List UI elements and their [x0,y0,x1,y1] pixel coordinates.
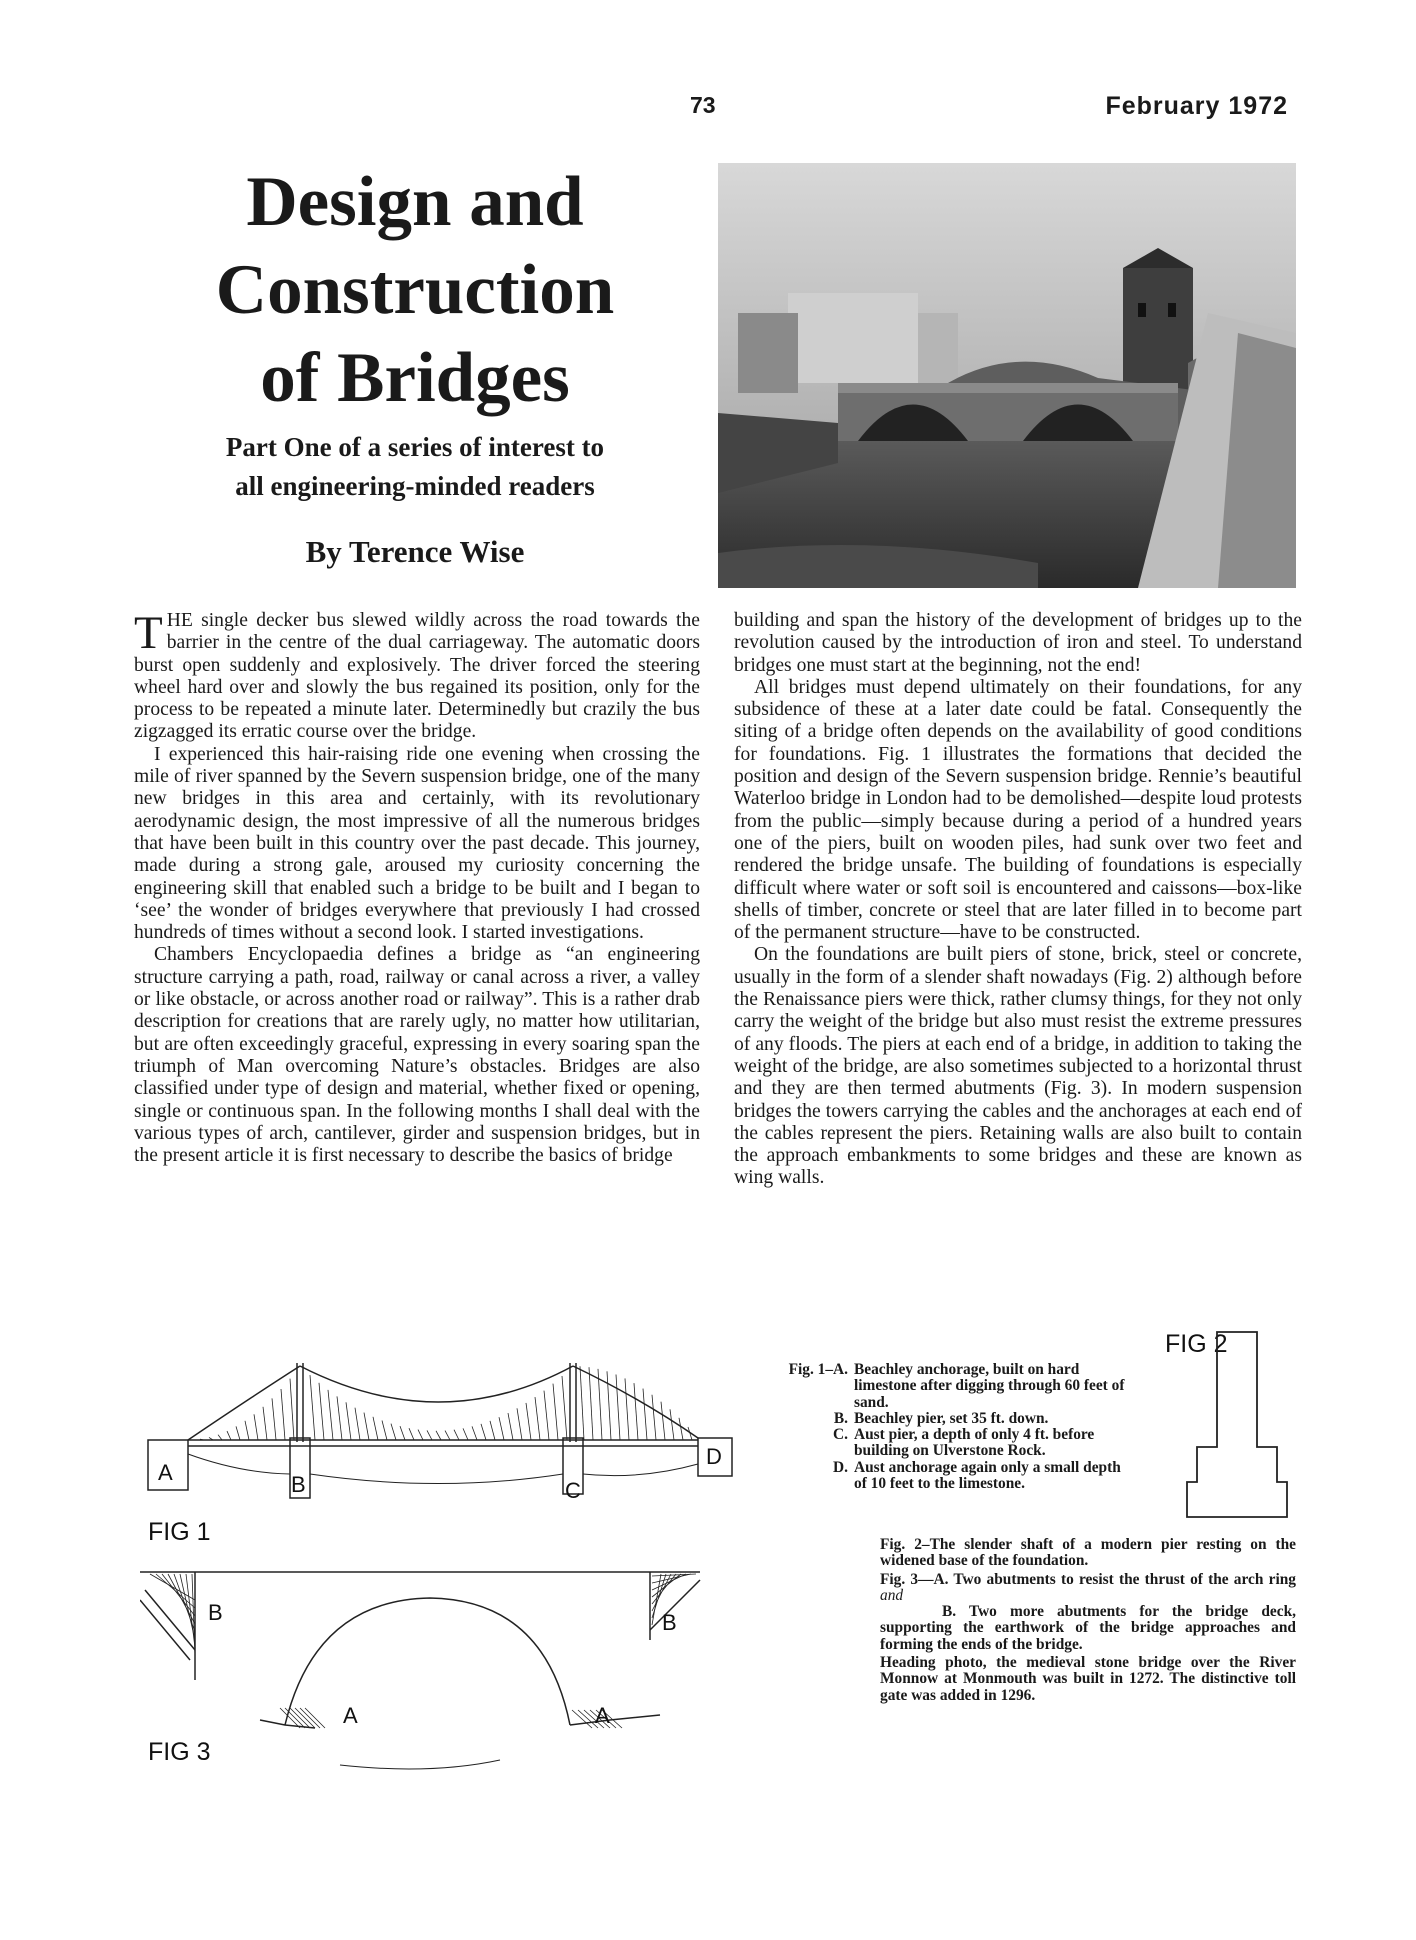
heading-photo [718,163,1296,588]
hanger-line [679,1418,683,1440]
hanger-line [607,1371,611,1440]
hanger-line [409,1428,414,1440]
drop-cap: T [134,607,163,659]
hanger-line [517,1408,522,1440]
figure-2-caption: Fig. 2–The slender shaft of a modern pier resting on the widened base of the foundation. [880,1536,1296,1570]
hanger-line [463,1428,468,1440]
caption-item: B. Beachley pier, set 35 ft. down. [833,1409,1049,1427]
hanger-line [589,1367,593,1440]
title-line: Design and [246,163,584,241]
hanger-line [499,1417,504,1440]
article-subtitle [150,428,680,506]
hanger-line [400,1426,405,1440]
figure-3-caption: Fig. 3—A. Two abutments to resist the thrust of the arch ring and B. Two more abutments for the bridge deck, supporting the earthwork of the bridge approaches and forming the ends of the bridge. [880,1570,1296,1653]
hanger-line [544,1391,549,1440]
hatch-line [305,1708,325,1728]
hanger-line [319,1383,324,1440]
article-title [150,158,680,422]
hanger-line [643,1389,647,1440]
paragraph: I experienced this hair-raising ride one evening when crossing the mile of river spanned by the Severn suspension bridge, one of the many new bridges in this area and certainly, with its revolutionary aerodynamic design, the most impressive of all the numerous bridges that have been built in this country over the past decade. This journey, made during a strong gale, aroused my curiosity concerning the engineering skill that enabled such a bridge to be built and I began to ‘see’ the wonder of bridges everywhere that previously I had crossed hundreds of times without a second look. I started investigations. [134,743,700,944]
fig1-point-label: C [565,1478,581,1503]
issue-date: February 1972 [1105,92,1288,120]
hanger-line [364,1413,369,1440]
hanger-line [535,1397,540,1440]
hanger-line [236,1426,240,1440]
hanger-line [625,1378,629,1440]
hanger-line [337,1396,342,1440]
article-column-2 [734,610,1302,1190]
hanger-line [281,1389,285,1440]
hanger-line [472,1426,477,1440]
hanger-line [454,1430,459,1440]
hanger-line [553,1384,558,1440]
hanger-line [373,1417,378,1440]
hatch-line [652,1574,671,1611]
fig3-point-label: B [208,1600,223,1625]
fig3-point-label: B [662,1610,677,1635]
paragraph: Chambers Encyclopaedia defines a bridge as “an engineering structure carrying a path, road, railway or canal across a river, a valley or like obstacle, or across another road or railway”. This is a rather drab description for creations that are rarely ugly, no matter how utilitarian, but are often exceedingly graceful, expressing in every soaring span the triumph of Man overcoming Nature’s obstacles. Bridges are also classified under type of design and material, whether fixed or opening, single or continuous span. In the following months I shall deal with the various types of arch, cantilever, girder and suspension bridges, but in the present article it is first necessary to describe the basics of bridge [134,944,700,1167]
figure-1-suspension-bridge [140,1358,740,1548]
hanger-line [328,1390,333,1440]
fig1-label: FIG 1 [148,1518,211,1546]
hanger-line [272,1398,276,1440]
hanger-line [661,1402,665,1440]
title-line: Construction [215,251,615,329]
subtitle-line: all engineering-minded readers [235,471,595,501]
hanger-line [652,1395,656,1440]
hatch-line [572,1710,592,1728]
hanger-line [382,1420,387,1440]
hanger-line [508,1413,513,1440]
hatch-line [295,1708,315,1728]
hanger-line [526,1403,531,1440]
hanger-line [254,1414,258,1440]
hanger-line [391,1424,396,1440]
hanger-line [481,1424,486,1440]
page-number: 73 [690,92,716,118]
hanger-line [290,1379,294,1440]
hanger-line [634,1383,638,1440]
hanger-line [562,1376,567,1440]
byline: By Terence Wise [305,534,525,569]
heading-photo-caption: Heading photo, the medieval stone bridge over the River Monnow at Monmouth was built in 1272. The distinctive toll gate was added in 1296. [880,1654,1296,1704]
subtitle-line: Part One of a series of interest to [225,432,605,462]
hatch-line [300,1708,320,1728]
hanger-line [580,1366,584,1440]
hanger-line [218,1435,222,1440]
fig1-point-label: B [291,1472,306,1497]
figure-3-arch-bridge [140,1560,740,1780]
hanger-line [355,1408,360,1440]
hanger-line [346,1402,351,1440]
hanger-line [616,1375,620,1440]
fig1-point-label: A [158,1460,173,1485]
hanger-line [263,1407,267,1440]
paragraph: building and span the history of the development of bridges up to the revolution caused by the introduction of iron and steel. To understand bridges one must start at the beginning, not the end! [734,610,1302,676]
hanger-line [490,1421,495,1440]
fig3-label: FIG 3 [148,1738,211,1766]
figure-2-pier [1165,1322,1315,1527]
article-column-1 [134,607,700,1167]
hanger-line [427,1430,432,1440]
hanger-line [436,1431,441,1440]
paragraph: On the foundations are built piers of stone, brick, steel or concrete, usually in the form of a slender shaft nowadays (Fig. 2) although before the Renaissance piers were thick, rather clumsy things, for they not only carry the weight of the bridge but also must resist the extreme pressures of any floods. The piers at each end of a bridge, in addition to taking the weight of the bridge, are also sometimes subjected to a horizontal thrust and they are then termed abutments (Fig. 3). In modern suspension bridges the towers carrying the cables and the anchorages at each end of the cables represent the piers. Retaining walls are also built to contain the approach embankments to some bridges and these are known as wing walls. [734,944,1302,1189]
fig1-point-label: D [706,1444,722,1469]
hanger-line [310,1375,315,1440]
hanger-line [227,1431,231,1440]
hanger-line [670,1409,674,1440]
title-line: of Bridges [260,339,570,417]
hanger-line [418,1430,423,1440]
fig2-label: FIG 2 [1165,1330,1228,1358]
bridge-photo-illustration [718,163,1296,588]
figure-captions [880,1537,1296,1706]
paragraph: All bridges must depend ultimately on their foundations, for any subsidence of these at a later date could be fatal. Consequently the siting of a bridge often depends on the availability of good conditions for foundations. Fig. 1 illustrates the formations that decided the position and design of the Severn suspension bridge. Rennie’s beautiful Waterloo bridge in London had to be demolished—despite loud protests from the public—simply because during a period of a hundred years one of the piers, built on wooden piles, had sunk over two feet and rendered the bridge unsafe. The building of foundations is especially difficult where water or soft soil is encountered and caissons—box-like shells of timber, concrete or steel that are later filled in to become part of the permanent structure—have to be constructed. [734,676,1302,944]
hanger-line [245,1421,249,1440]
fig3-point-label: A [595,1703,610,1728]
caption-item: D. Aust anchorage again only a small depth of 10 feet to the limestone. [833,1458,1121,1493]
hatch-line [290,1708,310,1728]
paragraph: THE single decker bus slewed wildly across the road towards the barrier in the centre of the dual carriageway. The automatic doors burst open suddenly and explosively. The driver forced the steering wheel hard over and slowly the bus regained its position, only for the process to be repeated a minute later. Determinedly but crazily the bus zigzagged its erratic course over the bridge. [134,607,700,743]
caption-item: Fig. 1–A. Beachley anchorage, built on hard limestone after digging through 60 feet of sand. [788,1361,1125,1411]
caption-item: C. Aust pier, a depth of only 4 ft. before building on Ulverstone Rock. [833,1426,1095,1460]
fig3-point-label: A [343,1703,358,1728]
figure-1-caption [762,1362,1136,1492]
hanger-line [445,1431,450,1440]
hatch-line [652,1574,676,1604]
